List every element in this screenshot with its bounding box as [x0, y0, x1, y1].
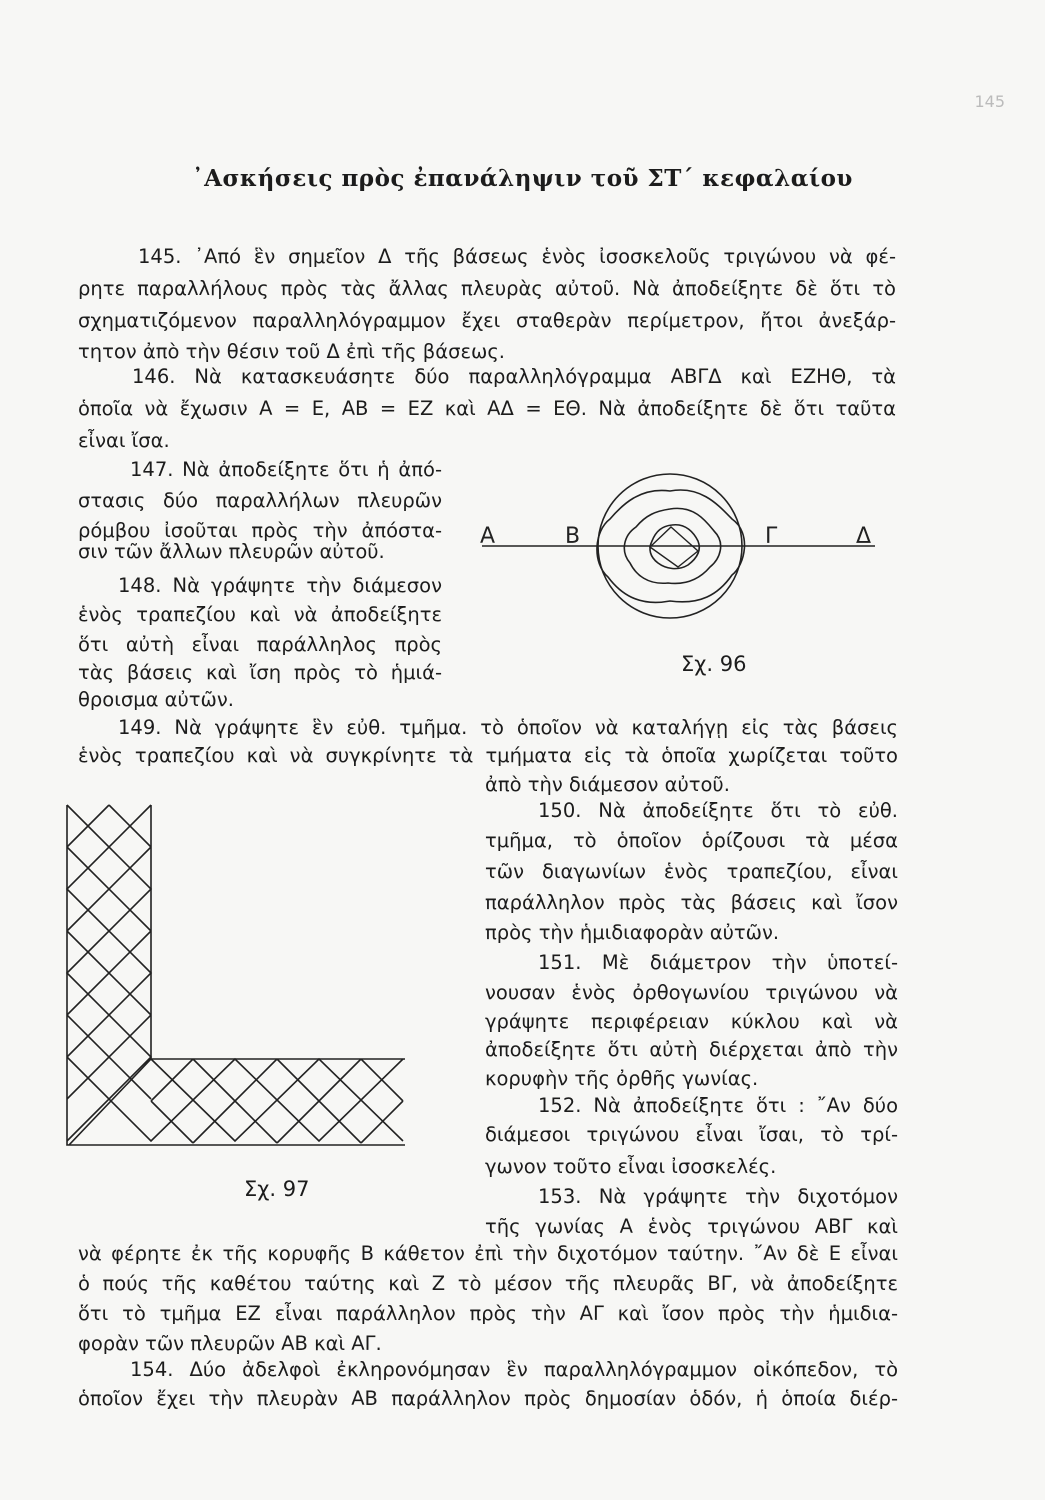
exercise-151-line-1: 151. Μὲ διάμετρον τὴν ὑποτεί- — [538, 951, 898, 974]
exercise-145-line-1: 145. ᾿Από ἓν σημεῖον Δ τῆς βάσεως ἑνὸς ἰσοσκελοῦς τριγώνου νὰ φέ- — [138, 245, 896, 268]
exercise-150-line-5: πρὸς τὴν ἡμιδιαφορὰν αὐτῶν. — [485, 921, 780, 944]
exercise-149-line-1: 149. Νὰ γράψητε ἓν εὐθ. τμῆμα. τὸ ὁποῖον νὰ καταλήγῃ εἰς τὰς βάσεις — [118, 716, 898, 739]
exercise-145-line-4: τητον ἀπὸ τὴν θέσιν τοῦ Δ ἐπὶ τῆς βάσεως. — [78, 340, 505, 363]
exercise-150-line-1: 150. Νὰ ἀποδείξητε ὅτι τὸ εὐθ. — [538, 799, 898, 822]
exercise-152-line-2: διάμεσοι τριγώνου εἶναι ἴσαι, τὸ τρί- — [485, 1123, 898, 1146]
fig97-diagonal-tiling — [67, 805, 403, 1145]
fig96-label-g: Γ — [765, 524, 778, 549]
exercise-148-line-5: θροισμα αὐτῶν. — [78, 688, 234, 711]
exercise-148-line-2: ἑνὸς τραπεζίου καὶ νὰ ἀποδείξητε — [78, 603, 442, 626]
exercise-153-line-3: νὰ φέρητε ἐκ τῆς κορυφῆς Β κάθετον ἐπὶ τὴν διχοτόμον ταύτην. ῎Αν δὲ Ε εἶναι — [78, 1242, 898, 1265]
exercise-145-line-3: σχηματιζόμενον παραλληλόγραμμον ἔχει σταθερὰν περίμετρον, ἤτοι ἀνεξάρ- — [78, 309, 896, 332]
exercise-145-line-2: ρητε παραλλήλους πρὸς τὰς ἄλλας πλευρὰς αὐτοῦ. Νὰ ἀποδείξητε δὲ ὅτι τὸ — [78, 277, 896, 300]
fig96-label-a: Α — [480, 524, 496, 549]
figure-96-caption: Σχ. 96 — [681, 652, 747, 676]
exercise-152-line-1: 152. Νὰ ἀποδείξητε ὅτι : ῎Αν δύο — [538, 1094, 898, 1117]
figure-96 — [470, 455, 890, 675]
exercise-146-line-3: εἶναι ἴσα. — [78, 429, 170, 452]
exercise-150-line-2: τμῆμα, τὸ ὁποῖον ὁρίζουσι τὰ μέσα — [485, 829, 898, 852]
exercise-146-line-2: ὁποῖα νὰ ἔχωσιν Α = Ε, ΑΒ = ΕΖ καὶ ΑΔ = ΕΘ. Νὰ ἀποδείξητε δὲ ὅτι ταῦτα — [78, 397, 896, 420]
exercise-148-line-1: 148. Νὰ γράψητε τὴν διάμεσον — [118, 574, 442, 597]
exercise-149-line-3: ἀπὸ τὴν διάμεσον αὐτοῦ. — [485, 773, 730, 796]
fig96-label-b: Β — [565, 524, 581, 549]
exercise-150-line-4: παράλληλον πρὸς τὰς βάσεις καὶ ἴσον — [485, 891, 898, 914]
exercise-147-line-1: 147. Νὰ ἀποδείξητε ὅτι ἡ ἀπό- — [130, 458, 442, 481]
figure-97 — [55, 795, 415, 1155]
exercise-148-line-3: ὅτι αὐτὴ εἶναι παράλληλος πρὸς — [78, 633, 442, 656]
exercise-151-line-4: ἀποδείξητε ὅτι αὐτὴ διέρχεται ἀπὸ τὴν — [485, 1038, 898, 1061]
exercise-146-line-1: 146. Νὰ κατασκευάσητε δύο παραλληλόγραμμα ΑΒΓΔ καὶ ΕΖΗΘ, τὰ — [132, 365, 896, 388]
exercise-153-line-1: 153. Νὰ γράψητε τὴν διχοτόμον — [538, 1185, 898, 1208]
exercise-150-line-3: τῶν διαγωνίων ἑνὸς τραπεζίου, εἶναι — [485, 860, 898, 883]
exercise-153-line-2: τῆς γωνίας Α ἑνὸς τριγώνου ΑΒΓ καὶ — [485, 1215, 898, 1238]
page-number: 145 — [974, 92, 1005, 111]
exercise-153-line-5: ὅτι τὸ τμῆμα ΕΖ εἶναι παράλληλον πρὸς τὴν ΑΓ καὶ ἴσον πρὸς τὴν ἡμιδια- — [78, 1302, 898, 1325]
fig97-border-inner — [151, 805, 405, 1059]
exercise-153-line-6: φορὰν τῶν πλευρῶν ΑΒ καὶ ΑΓ. — [78, 1332, 382, 1355]
exercise-151-line-2: νουσαν ἑνὸς ὀρθογωνίου τριγώνου νὰ — [485, 981, 898, 1004]
exercise-147-line-2: στασις δύο παραλλήλων πλευρῶν — [78, 489, 442, 512]
exercise-147-line-4: σιν τῶν ἄλλων πλευρῶν αὐτοῦ. — [78, 540, 385, 563]
exercise-152-line-3: γωνον τοῦτο εἶναι ἰσοσκελές. — [485, 1155, 777, 1178]
exercise-153-line-4: ὁ πούς τῆς καθέτου ταύτης καὶ Ζ τὸ μέσον τῆς πλευρᾶς ΒΓ, νὰ ἀποδείξητε — [78, 1272, 898, 1295]
exercise-154-line-2: ὁποῖον ἔχει τὴν πλευρὰν ΑΒ παράλληλον πρὸς δημοσίαν ὁδόν, ἡ ὁποία διέρ- — [78, 1387, 898, 1410]
exercise-151-line-5: κορυφὴν τῆς ὀρθῆς γωνίας. — [485, 1067, 759, 1090]
page-heading: ᾿Ασκήσεις πρὸς ἐπανάληψιν τοῦ ΣΤ΄ κεφαλαίου — [192, 165, 853, 192]
exercise-151-line-3: γράψητε περιφέρειαν κύκλου καὶ νὰ — [485, 1010, 898, 1033]
exercise-148-line-4: τὰς βάσεις καὶ ἴση πρὸς τὸ ἡμιά- — [78, 661, 442, 684]
exercise-149-line-2: ἑνὸς τραπεζίου καὶ νὰ συγκρίνητε τὰ τμήματα εἰς τὰ ὁποῖα χωρίζεται τοῦτο — [78, 744, 898, 767]
exercise-154-line-1: 154. Δύο ἀδελφοὶ ἐκληρονόμησαν ἓν παραλληλόγραμμον οἰκόπεδον, τὸ — [130, 1358, 898, 1381]
fig96-label-d: Δ — [856, 524, 872, 549]
exercise-147-line-3: ρόμβου ἰσοῦται πρὸς τὴν ἀπόστα- — [78, 519, 442, 542]
figure-97-caption: Σχ. 97 — [244, 1177, 310, 1201]
